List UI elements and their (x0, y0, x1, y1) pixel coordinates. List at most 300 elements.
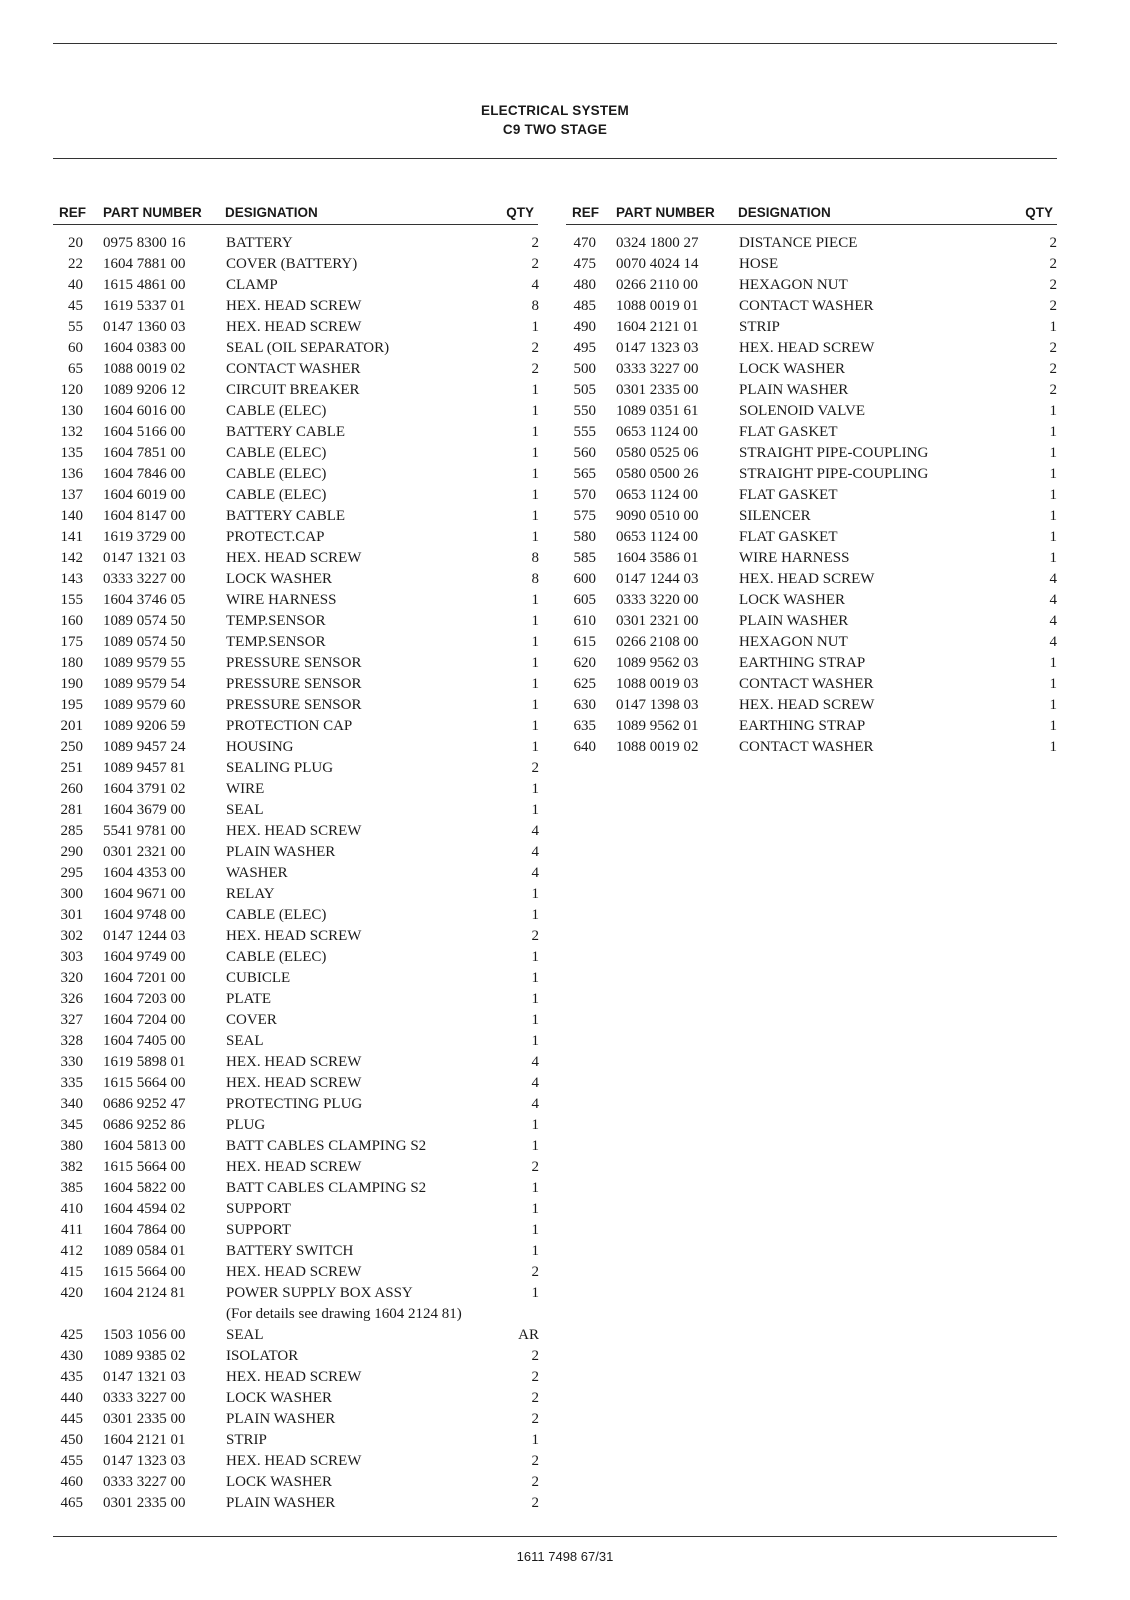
designation-cell: CABLE (ELEC) (226, 445, 327, 461)
ref-cell: 300 (60, 886, 83, 902)
ref-cell: 302 (60, 928, 83, 944)
table-row (53, 737, 553, 758)
part-number-cell: 1604 0383 00 (103, 340, 186, 356)
column-header-part-number: PART NUMBER (616, 205, 715, 220)
part-number-cell: 0266 2108 00 (616, 634, 699, 650)
part-number-cell: 0686 9252 86 (103, 1117, 186, 1133)
ref-cell: 635 (573, 718, 596, 734)
ref-cell: 415 (60, 1264, 83, 1280)
table-row (53, 401, 553, 422)
designation-cell: PLAIN WASHER (739, 382, 849, 398)
column-header-qty: QTY (1025, 205, 1053, 220)
qty-cell: 1 (531, 613, 539, 629)
qty-cell: 1 (531, 445, 539, 461)
qty-cell: 2 (531, 361, 539, 377)
designation-cell: HEX. HEAD SCREW (226, 1159, 362, 1175)
part-number-cell: 1604 7203 00 (103, 991, 186, 1007)
qty-cell: 2 (1049, 340, 1057, 356)
ref-cell: 160 (60, 613, 83, 629)
table-row (53, 380, 553, 401)
ref-cell: 328 (60, 1033, 83, 1049)
part-number-cell: 1604 7405 00 (103, 1033, 186, 1049)
qty-cell: 8 (531, 571, 539, 587)
qty-cell: 1 (531, 403, 539, 419)
part-number-cell: 1604 3746 05 (103, 592, 186, 608)
qty-cell: 4 (531, 1075, 539, 1091)
qty-cell: 1 (531, 319, 539, 335)
designation-cell: HOUSING (226, 739, 294, 755)
designation-cell: HEX. HEAD SCREW (739, 571, 875, 587)
table-row (566, 632, 1066, 653)
ref-cell: 136 (60, 466, 83, 482)
table-row (566, 233, 1066, 254)
ref-cell: 143 (60, 571, 83, 587)
ref-cell: 411 (61, 1222, 83, 1238)
part-number-cell: 1089 0574 50 (103, 613, 186, 629)
part-number-cell: 1604 3791 02 (103, 781, 186, 797)
designation-cell: SUPPORT (226, 1201, 291, 1217)
part-number-cell: 0653 1124 00 (616, 424, 698, 440)
designation-cell: COVER (226, 1012, 277, 1028)
top-rule (53, 43, 1057, 44)
part-number-cell: 1088 0019 01 (616, 298, 699, 314)
designation-cell: STRAIGHT PIPE-COUPLING (739, 445, 929, 461)
table-row (566, 464, 1066, 485)
table-row (53, 1388, 553, 1409)
table-row (53, 1283, 553, 1304)
part-number-cell: 9090 0510 00 (616, 508, 699, 524)
qty-cell: 1 (1049, 550, 1057, 566)
part-number-cell: 1619 5898 01 (103, 1054, 186, 1070)
table-row (53, 1052, 553, 1073)
part-number-cell: 1604 3679 00 (103, 802, 186, 818)
designation-cell: HEX. HEAD SCREW (226, 823, 362, 839)
qty-cell: 1 (531, 466, 539, 482)
part-number-cell: 1089 9579 60 (103, 697, 186, 713)
ref-cell: 615 (573, 634, 596, 650)
table-row (566, 695, 1066, 716)
qty-cell: 1 (531, 1201, 539, 1217)
ref-cell: 565 (573, 466, 596, 482)
table-row (53, 359, 553, 380)
designation-cell: HEX. HEAD SCREW (739, 697, 875, 713)
table-row (53, 1493, 553, 1514)
part-number-cell: 1604 9748 00 (103, 907, 186, 923)
part-number-cell: 0147 1398 03 (616, 697, 699, 713)
designation-cell: CABLE (ELEC) (226, 487, 327, 503)
qty-cell: 2 (531, 760, 539, 776)
part-number-cell: 1604 3586 01 (616, 550, 699, 566)
part-number-cell: 1088 0019 03 (616, 676, 699, 692)
table-row (53, 695, 553, 716)
table-row (53, 653, 553, 674)
qty-cell: 1 (531, 1180, 539, 1196)
part-number-cell: 0147 1360 03 (103, 319, 186, 335)
designation-cell: BATTERY CABLE (226, 424, 346, 440)
part-number-cell: 0147 1323 03 (103, 1453, 186, 1469)
column-header-ref: REF (59, 205, 86, 220)
part-number-cell: 0653 1124 00 (616, 487, 698, 503)
ref-cell: 620 (573, 655, 596, 671)
part-number-cell: 0333 3227 00 (103, 571, 186, 587)
table-row (53, 1199, 553, 1220)
designation-cell: PROTECTING PLUG (226, 1096, 363, 1112)
table-row (566, 674, 1066, 695)
table-row (53, 947, 553, 968)
designation-cell: HEX. HEAD SCREW (226, 1075, 362, 1091)
part-number-cell: 1604 6019 00 (103, 487, 186, 503)
ref-cell: 505 (573, 382, 596, 398)
ref-cell: 560 (573, 445, 596, 461)
part-number-cell: 1615 4861 00 (103, 277, 186, 293)
ref-cell: 385 (60, 1180, 83, 1196)
designation-cell: HEX. HEAD SCREW (226, 298, 362, 314)
qty-cell: 2 (531, 256, 539, 272)
ref-cell: 625 (573, 676, 596, 692)
qty-cell: 1 (531, 1138, 539, 1154)
table-row (53, 1178, 553, 1199)
designation-cell: HEX. HEAD SCREW (226, 319, 362, 335)
ref-cell: 455 (60, 1453, 83, 1469)
qty-cell: 2 (531, 1159, 539, 1175)
qty-cell: 1 (1049, 676, 1057, 692)
table-row (53, 317, 553, 338)
part-number-cell: 1604 7881 00 (103, 256, 186, 272)
qty-cell: 1 (1049, 739, 1057, 755)
table-row (53, 1241, 553, 1262)
qty-cell: 1 (531, 508, 539, 524)
qty-cell: 1 (531, 802, 539, 818)
table-row (566, 443, 1066, 464)
ref-cell: 190 (60, 676, 83, 692)
column-header-ref: REF (572, 205, 599, 220)
ref-cell: 140 (60, 508, 83, 524)
table-row (566, 422, 1066, 443)
qty-cell: 8 (531, 298, 539, 314)
ref-cell: 281 (60, 802, 83, 818)
ref-cell: 382 (60, 1159, 83, 1175)
table-row (566, 275, 1066, 296)
qty-cell: 1 (531, 1033, 539, 1049)
ref-cell: 175 (60, 634, 83, 650)
right-parts-list (566, 233, 1066, 758)
part-number-cell: 1604 6016 00 (103, 403, 186, 419)
ref-cell: 301 (60, 907, 83, 923)
table-row (53, 800, 553, 821)
qty-cell: 4 (531, 823, 539, 839)
qty-cell: 2 (531, 340, 539, 356)
designation-cell: LOCK WASHER (226, 1474, 332, 1490)
qty-cell: 1 (531, 991, 539, 1007)
designation-cell: WIRE HARNESS (739, 550, 850, 566)
part-number-cell: 1604 8147 00 (103, 508, 186, 524)
ref-cell: 141 (60, 529, 83, 545)
part-number-cell: 0333 3227 00 (616, 361, 699, 377)
table-row (53, 779, 553, 800)
designation-cell: EARTHING STRAP (739, 718, 866, 734)
table-row (53, 338, 553, 359)
table-row (566, 254, 1066, 275)
part-number-cell: 1604 2121 01 (103, 1432, 186, 1448)
qty-cell: 1 (1049, 445, 1057, 461)
table-row (53, 1367, 553, 1388)
qty-cell: 2 (531, 1411, 539, 1427)
ref-cell: 326 (60, 991, 83, 1007)
qty-cell: 1 (531, 718, 539, 734)
part-number-cell: 1619 3729 00 (103, 529, 186, 545)
column-header-qty: QTY (506, 205, 534, 220)
part-number-cell: 0333 3220 00 (616, 592, 699, 608)
table-row (566, 296, 1066, 317)
qty-cell: 1 (531, 1117, 539, 1133)
table-row (53, 884, 553, 905)
designation-cell: HEX. HEAD SCREW (226, 1369, 362, 1385)
qty-cell: 1 (531, 886, 539, 902)
table-row (566, 359, 1066, 380)
part-number-cell: 0147 1244 03 (103, 928, 186, 944)
designation-cell: PROTECT.CAP (226, 529, 325, 545)
left-table-header (53, 204, 538, 225)
ref-cell: 485 (573, 298, 596, 314)
table-row (53, 716, 553, 737)
part-number-cell: 0147 1323 03 (616, 340, 699, 356)
ref-cell: 120 (60, 382, 83, 398)
ref-cell: 130 (60, 403, 83, 419)
ref-cell: 445 (60, 1411, 83, 1427)
ref-cell: 425 (60, 1327, 83, 1343)
qty-cell: 2 (531, 235, 539, 251)
table-row (53, 275, 553, 296)
ref-cell: 480 (573, 277, 596, 293)
table-row (53, 1451, 553, 1472)
designation-cell: LOCK WASHER (739, 592, 845, 608)
table-row (566, 380, 1066, 401)
designation-cell: WIRE HARNESS (226, 592, 337, 608)
designation-cell: PLAIN WASHER (226, 1411, 336, 1427)
qty-cell: 1 (531, 529, 539, 545)
ref-cell: 295 (60, 865, 83, 881)
designation-cell: STRIP (226, 1432, 267, 1448)
ref-cell: 605 (573, 592, 596, 608)
part-number-cell: 1619 5337 01 (103, 298, 186, 314)
ref-cell: 500 (573, 361, 596, 377)
part-number-cell: 1089 9385 02 (103, 1348, 186, 1364)
designation-cell: HEX. HEAD SCREW (226, 550, 362, 566)
qty-cell: 1 (531, 634, 539, 650)
document-number: 1611 7498 67/31 (516, 1549, 614, 1564)
qty-cell: 1 (531, 424, 539, 440)
ref-cell: 345 (60, 1117, 83, 1133)
part-number-cell: 5541 9781 00 (103, 823, 186, 839)
part-number-cell: 0580 0525 06 (616, 445, 699, 461)
qty-cell: 1 (531, 970, 539, 986)
ref-cell: 340 (60, 1096, 83, 1112)
table-row (53, 296, 553, 317)
qty-cell: 2 (1049, 235, 1057, 251)
part-number-cell: 1604 2121 01 (616, 319, 699, 335)
table-row (566, 653, 1066, 674)
table-row (566, 338, 1066, 359)
designation-cell: SEAL (226, 802, 264, 818)
ref-cell: 495 (573, 340, 596, 356)
qty-cell: 2 (1049, 277, 1057, 293)
part-number-cell: 1089 9562 03 (616, 655, 699, 671)
part-number-cell: 1088 0019 02 (616, 739, 699, 755)
table-row (53, 1325, 553, 1346)
designation-cell: BATTERY SWITCH (226, 1243, 354, 1259)
table-row (566, 548, 1066, 569)
table-row (53, 422, 553, 443)
qty-cell: 4 (531, 277, 539, 293)
part-number-cell: 1604 7846 00 (103, 466, 186, 482)
part-number-cell: 1089 0584 01 (103, 1243, 186, 1259)
table-row (53, 464, 553, 485)
ref-cell: 470 (573, 235, 596, 251)
designation-cell: EARTHING STRAP (739, 655, 866, 671)
ref-cell: 60 (68, 340, 83, 356)
designation-cell: PRESSURE SENSOR (226, 655, 362, 671)
left-parts-list (53, 233, 553, 1514)
table-row (53, 1094, 553, 1115)
table-row (53, 926, 553, 947)
designation-cell: WASHER (226, 865, 288, 881)
designation-cell: CABLE (ELEC) (226, 949, 327, 965)
ref-cell: 330 (60, 1054, 83, 1070)
designation-cell: SOLENOID VALVE (739, 403, 865, 419)
designation-cell: LOCK WASHER (739, 361, 845, 377)
column-header-designation: DESIGNATION (738, 205, 831, 220)
table-row (53, 254, 553, 275)
qty-cell: 1 (1049, 697, 1057, 713)
qty-cell: 1 (531, 1285, 539, 1301)
designation-cell: PROTECTION CAP (226, 718, 353, 734)
qty-cell: 1 (531, 781, 539, 797)
designation-cell: WIRE (226, 781, 265, 797)
part-number-cell: 1604 4594 02 (103, 1201, 186, 1217)
ref-cell: 580 (573, 529, 596, 545)
part-number-cell: 0301 2335 00 (103, 1411, 186, 1427)
table-row (566, 569, 1066, 590)
table-row (53, 1031, 553, 1052)
part-number-cell: 0653 1124 00 (616, 529, 698, 545)
ref-cell: 575 (573, 508, 596, 524)
qty-cell: 1 (531, 655, 539, 671)
designation-cell: STRAIGHT PIPE-COUPLING (739, 466, 929, 482)
qty-cell: 2 (1049, 382, 1057, 398)
part-number-cell: 1604 7201 00 (103, 970, 186, 986)
table-row (53, 611, 553, 632)
table-row (53, 842, 553, 863)
table-row (53, 905, 553, 926)
designation-cell: ISOLATOR (226, 1348, 299, 1364)
ref-cell: 410 (60, 1201, 83, 1217)
ref-cell: 55 (68, 319, 83, 335)
qty-cell: 4 (531, 844, 539, 860)
part-number-cell: 1089 9206 59 (103, 718, 186, 734)
table-row (53, 1010, 553, 1031)
designation-cell: HEX. HEAD SCREW (226, 1453, 362, 1469)
part-number-cell: 1615 5664 00 (103, 1075, 186, 1091)
ref-cell: 201 (60, 718, 83, 734)
part-number-cell: 0580 0500 26 (616, 466, 699, 482)
qty-cell: 1 (531, 739, 539, 755)
part-number-cell: 1089 0351 61 (616, 403, 699, 419)
column-header-part-number: PART NUMBER (103, 205, 202, 220)
qty-cell: 4 (531, 1054, 539, 1070)
qty-cell: 1 (1049, 718, 1057, 734)
ref-cell: 20 (68, 235, 83, 251)
qty-cell: 2 (1049, 361, 1057, 377)
designation-cell: CIRCUIT BREAKER (226, 382, 360, 398)
designation-cell: BATTERY CABLE (226, 508, 346, 524)
part-number-cell: 1604 4353 00 (103, 865, 186, 881)
qty-cell: 1 (531, 697, 539, 713)
part-number-cell: 1604 7851 00 (103, 445, 186, 461)
designation-cell: SILENCER (739, 508, 811, 524)
ref-cell: 490 (573, 319, 596, 335)
designation-cell: HEXAGON NUT (739, 277, 848, 293)
qty-cell: 1 (531, 949, 539, 965)
qty-cell: 4 (1049, 592, 1057, 608)
part-number-cell: 1604 5813 00 (103, 1138, 186, 1154)
designation-cell: CABLE (ELEC) (226, 466, 327, 482)
designation-cell: PLAIN WASHER (739, 613, 849, 629)
qty-cell: 1 (531, 907, 539, 923)
qty-cell: 1 (1049, 424, 1057, 440)
designation-cell: FLAT GASKET (739, 529, 838, 545)
ref-cell: 475 (573, 256, 596, 272)
ref-cell: 465 (60, 1495, 83, 1511)
table-row (566, 527, 1066, 548)
qty-cell: 2 (531, 928, 539, 944)
ref-cell: 180 (60, 655, 83, 671)
part-number-cell: 0333 3227 00 (103, 1390, 186, 1406)
designation-cell: PLAIN WASHER (226, 1495, 336, 1511)
part-number-cell: 0301 2335 00 (103, 1495, 186, 1511)
table-row (53, 527, 553, 548)
bottom-rule (53, 1536, 1057, 1537)
designation-cell: POWER SUPPLY BOX ASSY (226, 1285, 413, 1301)
qty-cell: 2 (1049, 298, 1057, 314)
part-number-cell: 1604 7204 00 (103, 1012, 186, 1028)
designation-cell: SUPPORT (226, 1222, 291, 1238)
qty-cell: 1 (1049, 487, 1057, 503)
designation-cell: SEAL (226, 1033, 264, 1049)
qty-cell: 1 (531, 1432, 539, 1448)
designation-cell: BATTERY (226, 235, 293, 251)
designation-cell: LOCK WASHER (226, 571, 332, 587)
ref-cell: 430 (60, 1348, 83, 1364)
qty-cell: 4 (1049, 613, 1057, 629)
designation-cell: PLUG (226, 1117, 266, 1133)
designation-cell: DISTANCE PIECE (739, 235, 858, 251)
designation-cell: CLAMP (226, 277, 278, 293)
ref-cell: 40 (68, 277, 83, 293)
ref-cell: 155 (60, 592, 83, 608)
designation-cell: PLATE (226, 991, 271, 1007)
table-row (566, 317, 1066, 338)
part-number-cell: 1604 7864 00 (103, 1222, 186, 1238)
table-row (53, 1220, 553, 1241)
right-table-header (566, 204, 1057, 225)
table-row (566, 485, 1066, 506)
ref-cell: 251 (60, 760, 83, 776)
designation-cell: TEMP.SENSOR (226, 634, 326, 650)
table-row (566, 506, 1066, 527)
ref-cell: 260 (60, 781, 83, 797)
ref-cell: 435 (60, 1369, 83, 1385)
designation-cell: CONTACT WASHER (739, 298, 874, 314)
